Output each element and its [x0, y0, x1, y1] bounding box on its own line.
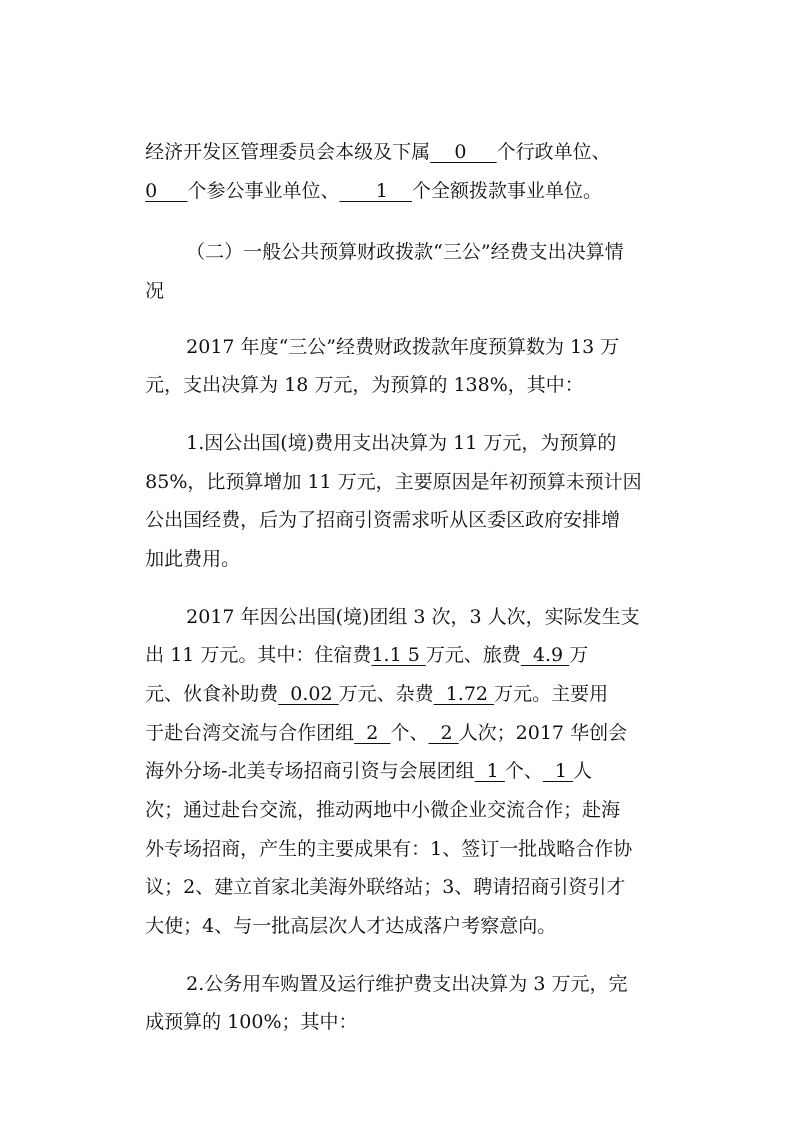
- p1-text-3: 个参公事业单位、: [187, 180, 340, 202]
- p5-text-3c: 万元。主要用: [494, 683, 609, 705]
- p5-text-3a: 元、伙食补助费: [145, 683, 279, 705]
- p6-text-1: 2.公务用车购置及运行维护费支出决算为 3 万元，完: [186, 973, 628, 995]
- taiwan-person-count: 2: [428, 722, 459, 744]
- p1-line-2: [0, 146, 794, 202]
- p1-text-1: 经济开发区管理委员会本级及下属: [145, 141, 431, 163]
- p5-text-4b: 个、: [390, 722, 429, 744]
- p5-text-5a: 海外分场-北美专场招商引资与会展团组: [145, 760, 475, 782]
- p1-text-2: 个行政单位、: [496, 141, 611, 163]
- p4-line-1: [0, 398, 794, 454]
- section-heading-line-2: [0, 246, 794, 302]
- p5-line-1: [0, 572, 794, 628]
- p5-text-6: 次；通过赴台交流，推动两地中小微企业交流合作；赴海: [145, 799, 621, 821]
- p5-line-2: [0, 610, 794, 666]
- p6-text-2: 成预算的 100%；其中：: [145, 1011, 358, 1033]
- p3-text-2: 元，支出决算为 18 万元，为预算的 138%，其中：: [145, 374, 584, 396]
- civil-service-unit-count: 0: [145, 180, 188, 202]
- funded-unit-count: 1: [339, 180, 412, 202]
- p5-line-3: [0, 649, 794, 705]
- p5-text-4a: 于赴台湾交流与合作团组: [145, 722, 355, 744]
- p4-text-1: 1.因公出国(境)费用支出决算为 11 万元，为预算的: [186, 432, 617, 454]
- na-group-count: 1: [474, 760, 505, 782]
- p5-text-8: 议；2、建立首家北美海外联络站；3、聘请招商引资引才: [145, 876, 626, 898]
- p4-text-3: 公出国经费，后为了招商引资需求听从区委区政府安排增: [145, 509, 621, 531]
- p4-text-2: 85%，比预算增加 11 万元，主要原因是年初预算未预计因: [145, 471, 642, 493]
- p5-text-1: 2017 年因公出国(境)团组 3 次，3 人次，实际发生支: [186, 606, 640, 628]
- lodging-fee-value: 1.1 5: [371, 644, 426, 666]
- meal-allowance-value: 0.02: [278, 683, 339, 705]
- p5-line-6: [0, 765, 794, 821]
- p5-line-9: [0, 881, 794, 937]
- p5-text-2c: 万: [569, 644, 589, 666]
- section-heading-text-2: 况: [145, 280, 165, 302]
- p5-line-4: [0, 688, 794, 744]
- p3-text-1: 2017 年度“三公”经费财政拨款年度预算数为 13 万: [186, 336, 620, 358]
- p4-line-2: [0, 437, 794, 493]
- p3-line-1: [0, 302, 794, 358]
- taiwan-group-count: 2: [354, 722, 391, 744]
- section-heading-line-1: [0, 207, 794, 263]
- p1-text-4: 个全额拨款事业单位。: [411, 180, 602, 202]
- p5-text-5c: 人: [573, 760, 593, 782]
- misc-fee-value: 1.72: [433, 683, 495, 705]
- p4-text-4: 加此费用。: [145, 548, 241, 570]
- p5-line-7: [0, 804, 794, 860]
- p5-text-2a: 出 11 万元。其中：住宿费: [145, 644, 372, 666]
- p5-text-2b: 万元、旅费: [425, 644, 521, 666]
- p4-line-4: [0, 514, 794, 570]
- p5-text-9: 大使；4、与一批高层次人才达成落户考察意向。: [145, 915, 557, 937]
- p6-line-1: [0, 939, 794, 995]
- admin-unit-count: 0: [430, 141, 497, 163]
- p5-text-4c: 人次；2017 华创会: [458, 722, 628, 744]
- p5-text-3b: 万元、杂费: [338, 683, 434, 705]
- section-heading-text-1: （二）一般公共预算财政拨款“三公”经费支出决算情: [186, 241, 624, 263]
- travel-fee-value: 4.9: [520, 644, 570, 666]
- p5-text-7: 外专场招商，产生的主要成果有：1、签订一批战略合作协: [145, 838, 633, 860]
- na-person-count: 1: [542, 760, 574, 782]
- p6-line-2: [0, 977, 794, 1033]
- p5-text-5b: 个、: [504, 760, 543, 782]
- p1-line-1: [0, 107, 794, 163]
- p4-line-3: [0, 475, 794, 531]
- p5-line-8: [0, 842, 794, 898]
- p3-line-2: [0, 340, 794, 396]
- p5-line-5: [0, 726, 794, 782]
